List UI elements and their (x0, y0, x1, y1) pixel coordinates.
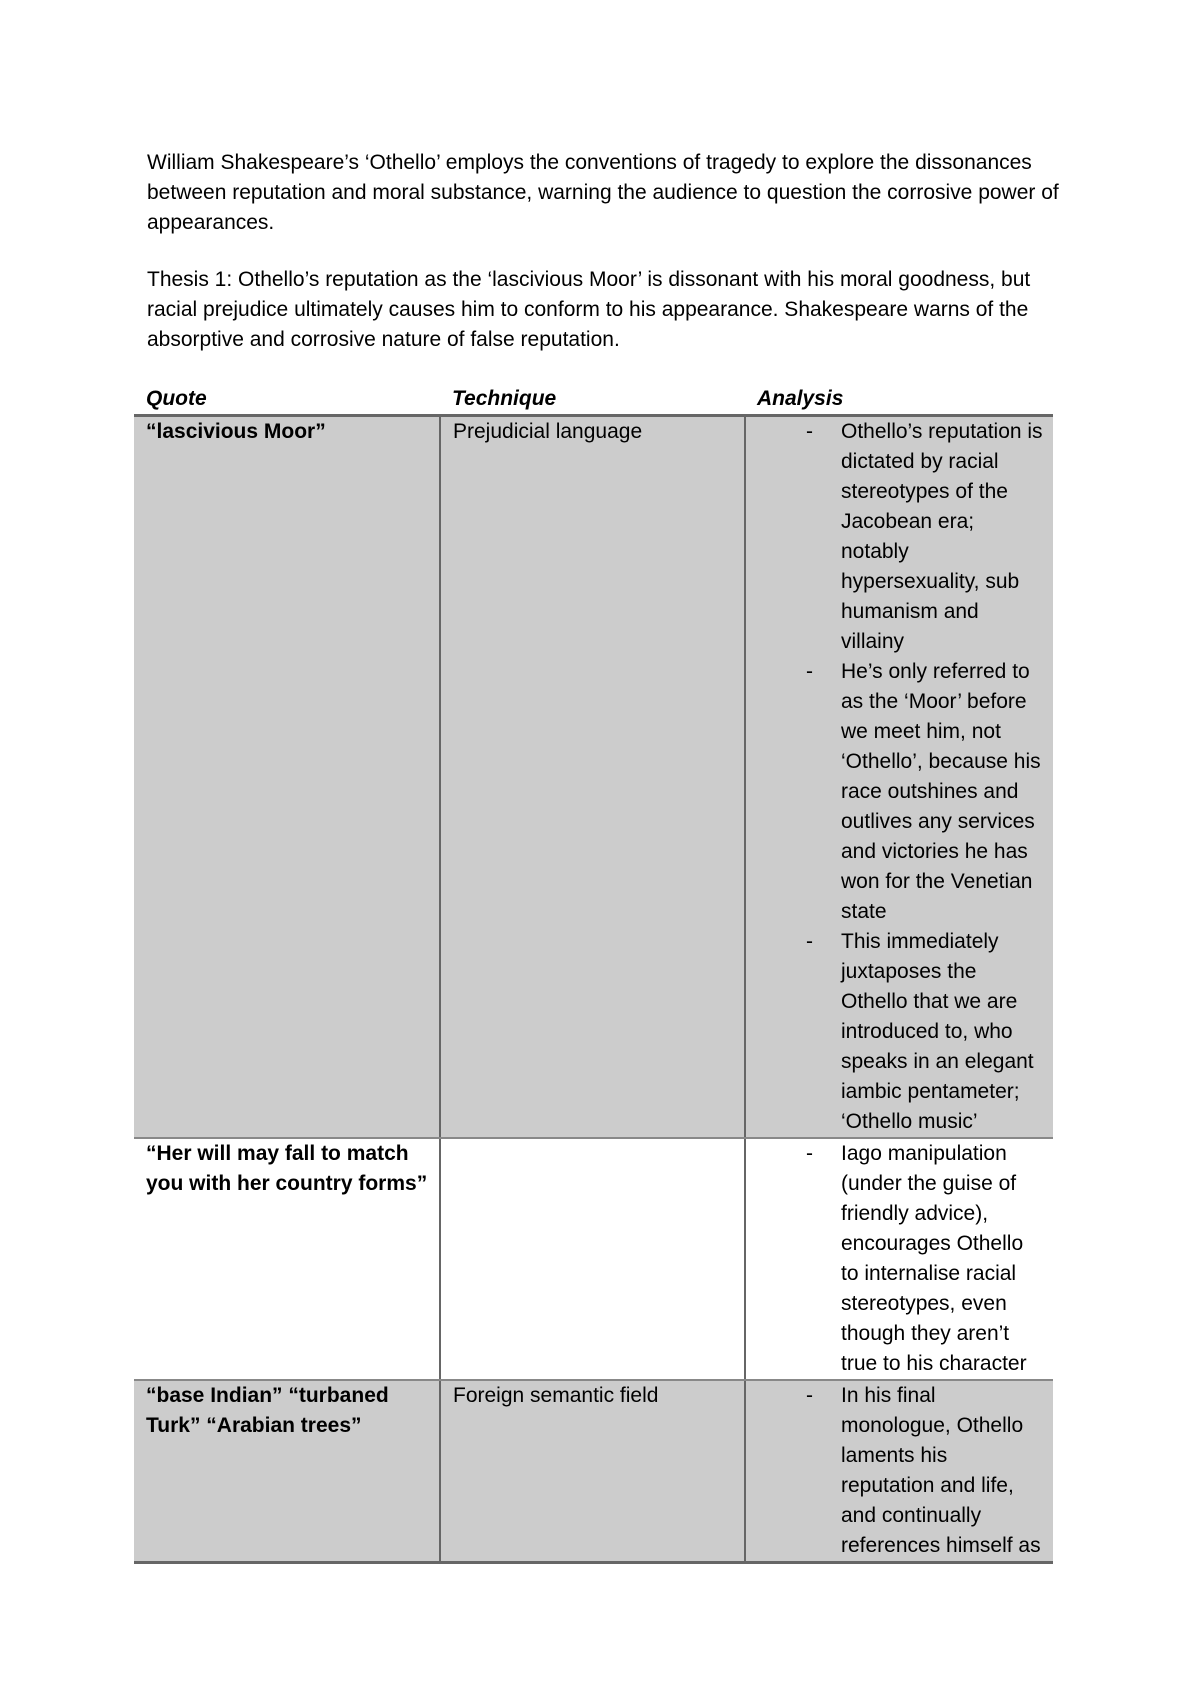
thesis-paragraph: Thesis 1: Othello’s reputation as the ‘lascivious Moor’ is dissonant with his moral goodness, but racial prejudice ultimately causes him to conform to his appearance. Shakespeare warns of the absorptive and corrosive nature of false reputation. (147, 268, 1031, 351)
bullet-dash: - (806, 1142, 813, 1165)
bullet-dash: - (806, 930, 813, 953)
table-row (134, 1380, 1053, 1563)
analysis-cell (745, 1138, 1053, 1380)
analysis-point (758, 657, 1045, 927)
table-header-row (134, 384, 1053, 416)
bullet-dash: - (806, 660, 813, 683)
analysis-point (758, 1381, 1045, 1561)
analysis-cell (745, 1380, 1053, 1563)
analysis-text: Othello’s reputation is dictated by racial stereotypes of the Jacobean era; notably hypersexuality, sub humanism and villainy (841, 420, 1043, 653)
analysis-text: This immediately juxtaposes the Othello that we are introduced to, who speaks in an elegant iambic pentameter; ‘Othello music’ (841, 930, 1034, 1133)
analysis-list (758, 1139, 1045, 1379)
technique-cell: Foreign semantic field (440, 1380, 745, 1563)
analysis-text: In his final monologue, Othello laments his reputation and life, and continually references himself as (841, 1384, 1041, 1557)
analysis-list (758, 1381, 1045, 1561)
analysis-cell (745, 416, 1053, 1139)
quote-cell: “lascivious Moor” (134, 416, 440, 1139)
analysis-text: He’s only referred to as the ‘Moor’ before we meet him, not ‘Othello’, because his race outshines and outlives any services and victories he has won for the Venetian state (841, 660, 1041, 923)
analysis-text: Iago manipulation (under the guise of friendly advice), encourages Othello to internalise racial stereotypes, even though they aren’t true to his character (841, 1142, 1027, 1375)
analysis-table-wrapper (134, 384, 1053, 1564)
analysis-list (758, 417, 1045, 1137)
intro-paragraph: William Shakespeare’s ‘Othello’ employs the conventions of tragedy to explore the dissonances between reputation and moral substance, warning the audience to question the corrosive power of appearances. (147, 151, 1059, 234)
technique-cell: Prejudicial language (440, 416, 745, 1139)
table-row (134, 416, 1053, 1139)
analysis-point (758, 927, 1045, 1137)
analysis-table (134, 384, 1053, 1564)
bullet-dash: - (806, 420, 813, 443)
header-technique: Technique (440, 384, 745, 416)
bullet-dash: - (806, 1384, 813, 1407)
table-row (134, 1138, 1053, 1380)
analysis-point (758, 1139, 1045, 1379)
header-quote: Quote (134, 384, 440, 416)
analysis-point (758, 417, 1045, 657)
quote-cell: “Her will may fall to match you with her country forms” (134, 1138, 440, 1380)
technique-cell (440, 1138, 745, 1380)
header-analysis: Analysis (745, 384, 1053, 416)
quote-cell: “base Indian” “turbaned Turk” “Arabian trees” (134, 1380, 440, 1563)
